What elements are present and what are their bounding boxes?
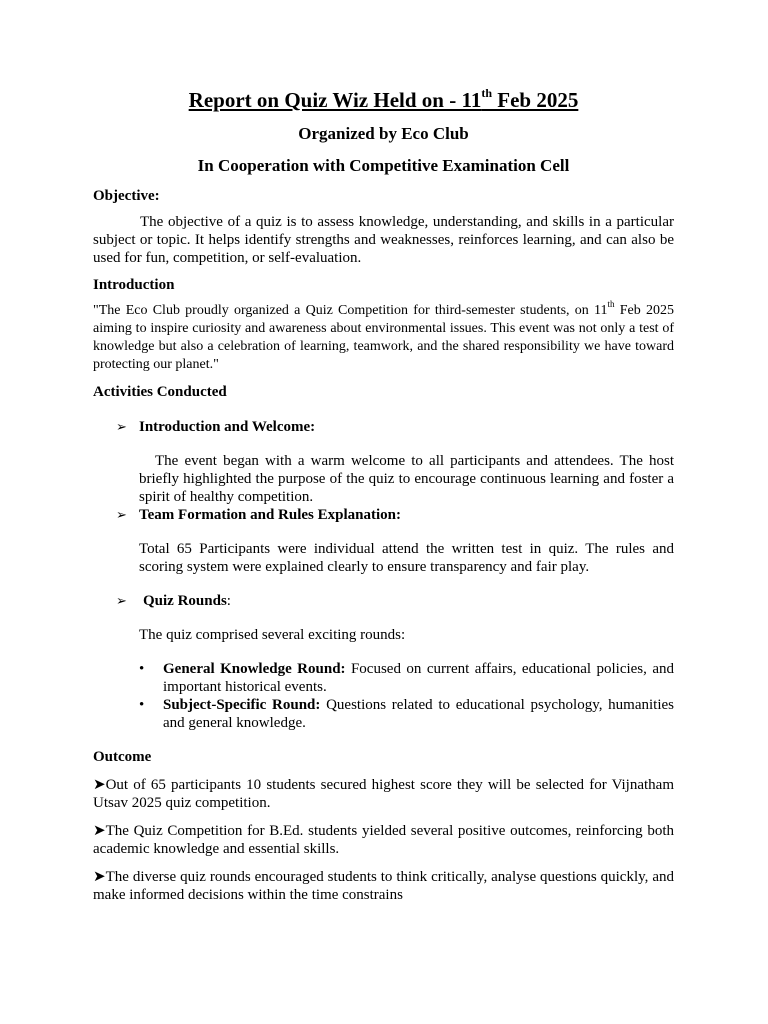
- introduction-heading: Introduction: [93, 277, 175, 293]
- intro-superscript: th: [607, 299, 615, 310]
- welcome-heading: Introduction and Welcome:: [139, 419, 316, 435]
- round-label: Subject-Specific Round:: [163, 697, 321, 713]
- intro-text-part2: Feb 2025 aiming to inspire curiosity and awareness about environmental issues. This event was not only a test of knowledge but also a celebration of learning, teamwork, and the shared responsibility we have toward protecting our planet.": [93, 303, 675, 372]
- objective-text: The objective of a quiz is to assess knowledge, understanding, and skills in a particular subject or topic. It helps identify strengths and weaknesses, reinforces learning, and can also be used for fun, competition, or self-evaluation.: [93, 214, 674, 266]
- rounds-block: [93, 626, 674, 644]
- report-page: [93, 86, 674, 904]
- outcome-item: [93, 868, 674, 904]
- title-superscript: th: [481, 86, 492, 100]
- arrow-bullet-icon: ➢: [116, 419, 127, 434]
- cooperation-line: In Cooperation with Competitive Examination Cell: [197, 156, 570, 175]
- round-label: General Knowledge Round:: [163, 661, 346, 677]
- welcome-text: The event began with a warm welcome to all participants and attendees. The host briefly highlighted the purpose of the quiz to encourage continuous learning and foster a spirit of healthy competition.: [139, 453, 674, 505]
- bullet-dot-icon: •: [139, 661, 145, 677]
- round-text: Focused on current affairs, educational policies, and important historical events.: [163, 661, 674, 695]
- welcome-heading-row: [93, 418, 674, 436]
- arrow-bullet-icon: ➤: [93, 777, 106, 793]
- report-title: [93, 86, 674, 114]
- round-text: Questions related to educational psychology, humanities and general knowledge.: [163, 697, 675, 731]
- activities-heading: Activities Conducted: [93, 384, 227, 400]
- team-block: [93, 540, 674, 576]
- list-item: [139, 696, 675, 732]
- rounds-heading-row: [93, 592, 674, 610]
- title-main: Report on Quiz Wiz Held on - 11: [188, 88, 482, 112]
- rounds-colon: :: [226, 593, 231, 609]
- objective-heading: Objective:: [93, 188, 160, 204]
- intro-text-part1: "The Eco Club proudly organized a Quiz Competition for third-semester students, on 11: [93, 303, 608, 318]
- organizer-line: Organized by Eco Club: [298, 124, 469, 143]
- bullet-dot-icon: •: [139, 697, 145, 713]
- outcome-item: [93, 776, 674, 812]
- welcome-block: [93, 452, 674, 506]
- team-heading: Team Formation and Rules Explanation:: [139, 507, 401, 523]
- arrow-bullet-icon: ➢: [116, 507, 127, 522]
- list-item: [139, 660, 674, 696]
- rounds-intro: The quiz comprised several exciting rounds:: [139, 627, 406, 643]
- outcome-text: Out of 65 participants 10 students secured highest score they will be selected for Vijnatham Utsav 2025 quiz competition.: [93, 777, 674, 811]
- title-date-rest: Feb 2025: [492, 88, 579, 112]
- outcome-text: The diverse quiz rounds encouraged students to think critically, analyse questions quickly, and make informed decisions within the time constrains: [93, 869, 674, 903]
- arrow-bullet-icon: ➢: [116, 593, 127, 608]
- team-text: Total 65 Participants were individual attend the written test in quiz. The rules and scoring system were explained clearly to ensure transparency and fair play.: [139, 541, 674, 575]
- team-heading-row: [93, 506, 674, 524]
- rounds-list: [93, 660, 674, 732]
- introduction-text: [93, 299, 675, 374]
- arrow-bullet-icon: ➤: [93, 823, 106, 839]
- outcome-item: [93, 822, 674, 858]
- outcome-heading: Outcome: [93, 749, 152, 765]
- rounds-heading: Quiz Rounds: [143, 593, 227, 609]
- outcome-text: The Quiz Competition for B.Ed. students yielded several positive outcomes, reinforcing both academic knowledge and essential skills.: [93, 823, 674, 857]
- arrow-bullet-icon: ➤: [93, 869, 106, 885]
